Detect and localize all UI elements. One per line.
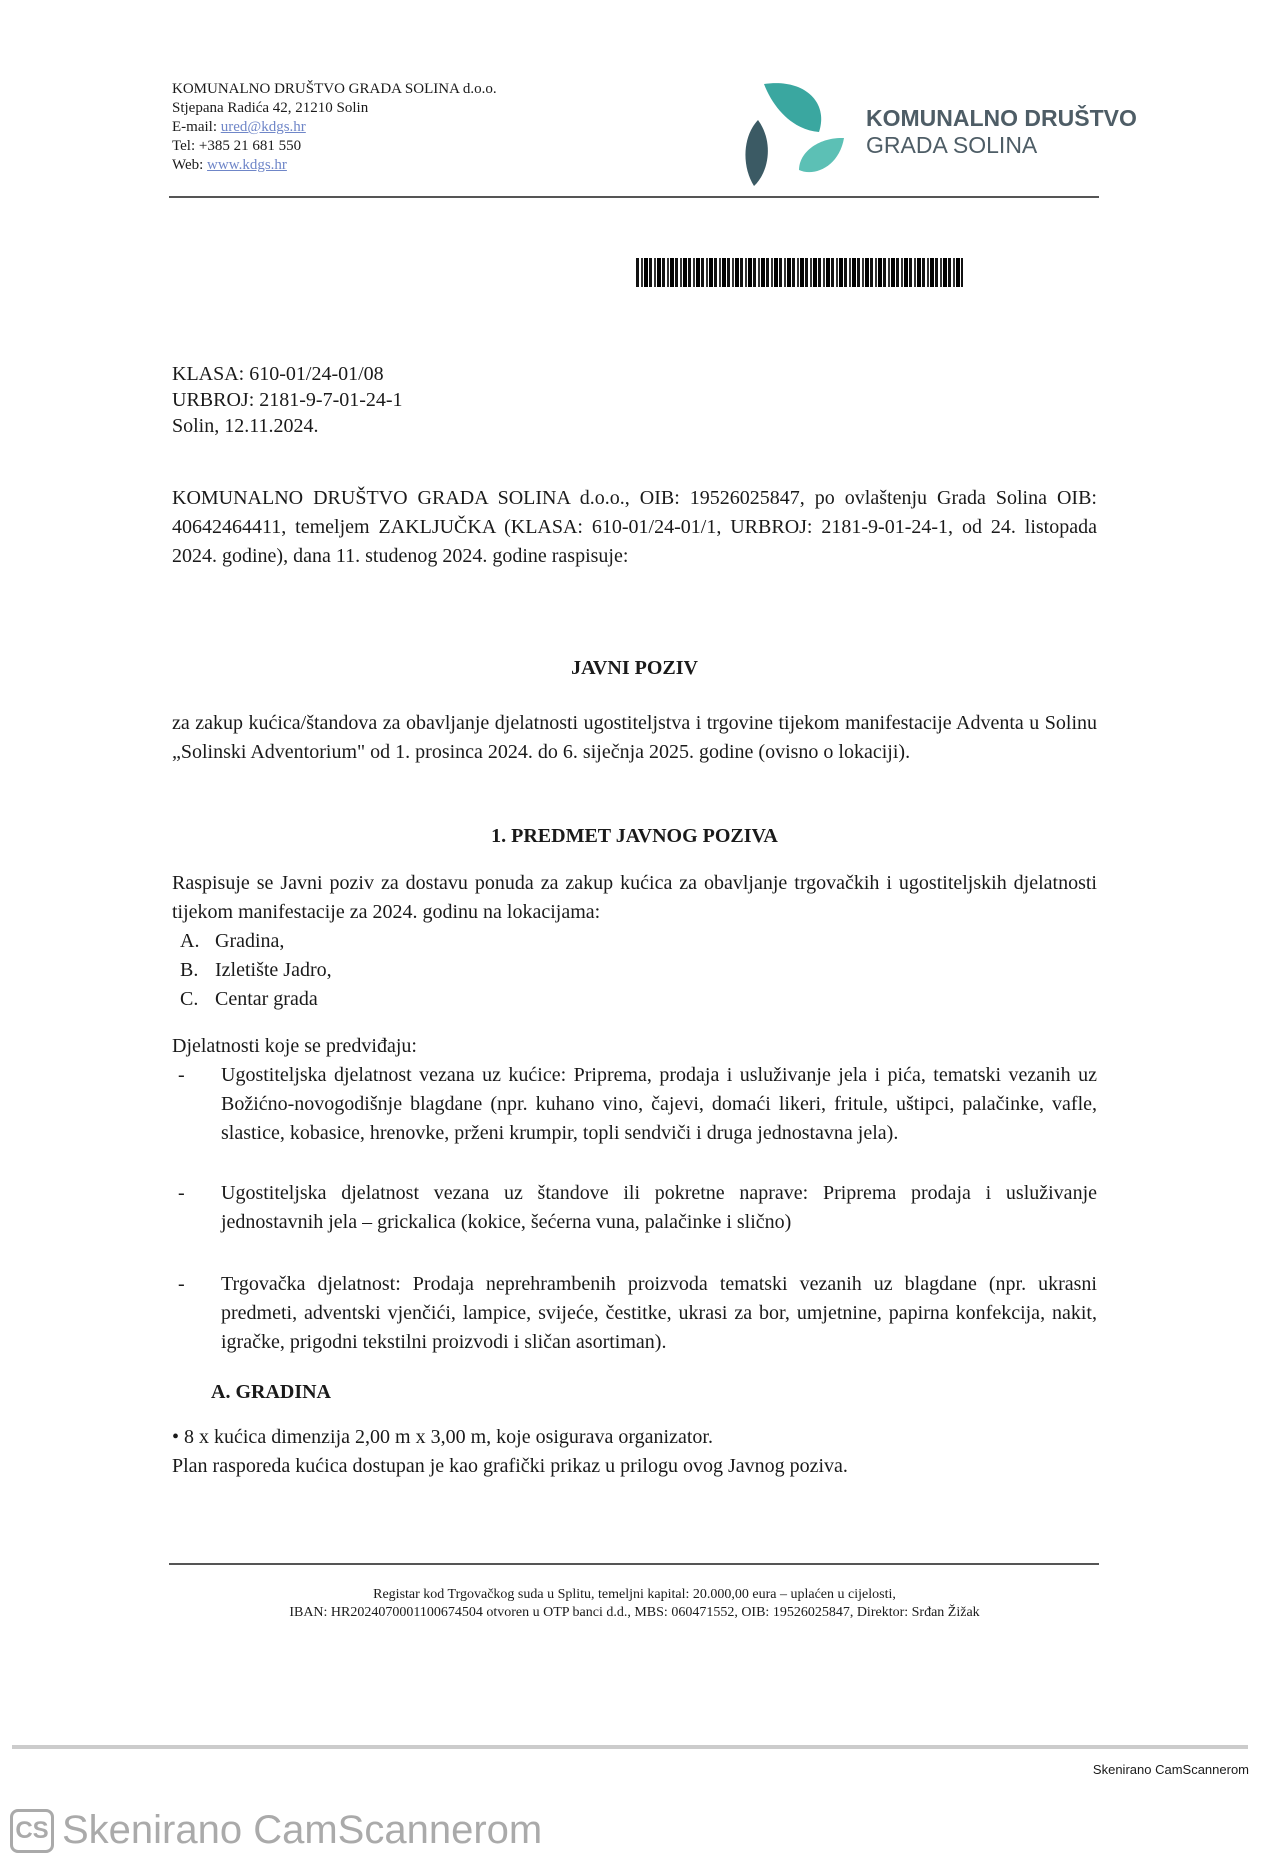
email-link[interactable]: ured@kdgs.hr bbox=[220, 119, 306, 135]
footer-divider bbox=[169, 1563, 1099, 1565]
activity-text: Ugostiteljska djelatnost vezana uz kućice: Priprema, prodaja i usluživanje jela i pića, tematski vezanih uz Božićno-novogodišnje blagdane (npr. kuhano vino, čajevi, domaći likeri, fritule, uštipci, palačinke, vafle, slastice, kobasice, hrenovke, prženi krumpir, topli sendviči i druga jednostavna jela). bbox=[221, 1064, 1097, 1144]
location-item: Centar grada bbox=[215, 988, 318, 1010]
urbroj: URBROJ: 2181-9-7-01-24-1 bbox=[172, 389, 403, 411]
section-1-text: Raspisuje se Javni poziv za dostavu ponuda za zakup kućica za obavljanje trgovačkih i ugostiteljskih djelatnosti tijekom manifestacije za 2024. godinu na lokacijama: bbox=[172, 872, 1097, 923]
intro-paragraph: KOMUNALNO DRUŠTVO GRADA SOLINA d.o.o., OIB: 19526025847, po ovlaštenju Grada Solina OIB: 40642464411, temeljem ZAKLJUČKA (KLASA: 610-01/24-01/1, URBROJ: 2181-9-01-24-1, od 24. listopada 2024. godine), dana 11. studenog 2024. godine raspisuje: bbox=[172, 487, 1097, 567]
activities-label: Djelatnosti koje se predviđaju: bbox=[172, 1035, 417, 1057]
section-1-heading: 1. PREDMET JAVNOG POZIVA bbox=[491, 825, 778, 847]
document-meta bbox=[172, 361, 1097, 439]
barcode bbox=[636, 258, 963, 287]
gradina-bullet: • 8 x kućica dimenzija 2,00 m x 3,00 m, koje osigurava organizator. bbox=[172, 1426, 713, 1448]
page-edge bbox=[12, 1745, 1248, 1749]
web-link[interactable]: www.kdgs.hr bbox=[207, 157, 287, 173]
location-item: Gradina, bbox=[215, 930, 285, 952]
subtitle-paragraph: za zakup kućica/štandova za obavljanje djelatnosti ugostiteljstva i trgovine tijekom manifestacije Adventa u Solinu „Solinski Adventorium" od 1. prosinca 2024. do 6. siječnja 2025. godine (ovisno o lokaciji). bbox=[172, 712, 1097, 763]
location-marker: B. bbox=[180, 959, 199, 981]
footer-line-2: IBAN: HR2024070001100674504 otvoren u OTP banci d.d., MBS: 060471552, OIB: 19526025847, Direktor: Srđan Žižak bbox=[289, 1605, 980, 1620]
gradina-plan: Plan rasporeda kućica dostupan je kao grafički prikaz u prilogu ovog Javnog poziva. bbox=[172, 1455, 848, 1477]
company-name: KOMUNALNO DRUŠTVO GRADA SOLINA d.o.o. bbox=[172, 81, 497, 97]
activity-text: Ugostiteljska djelatnost vezana uz štandove ili pokretne naprave: Priprema prodaja i usluživanje jednostavnih jela – grickalica (kokice, šećerna vuna, palačinke i slično) bbox=[221, 1182, 1097, 1233]
document-title: JAVNI POZIV bbox=[571, 657, 698, 679]
activity-item: - Trgovačka djelatnost: Prodaja neprehrambenih proizvoda tematski vezanih uz blagdane (npr. ukrasni predmeti, adventski vjenčići, lampice, svijeće, čestitke, ukrasi za bor, umjetnine, papirna konfekcija, nakit, igračke, prigodni tekstilni proizvodi i sličan asortiman). bbox=[172, 1270, 1097, 1357]
logo-line-2: GRADA SOLINA bbox=[866, 132, 1038, 158]
location-marker: C. bbox=[180, 988, 199, 1010]
footer-line-1: Registar kod Trgovačkog suda u Splitu, temeljni kapital: 20.000,00 eura – uplaćen u cijelosti, bbox=[373, 1587, 896, 1602]
location-marker: A. bbox=[180, 930, 200, 952]
email-label: E-mail: bbox=[172, 119, 221, 135]
logo-line-1: KOMUNALNO DRUŠTVO bbox=[866, 105, 1137, 131]
activity-item: - Ugostiteljska djelatnost vezana uz kućice: Priprema, prodaja i usluživanje jela i pića, tematski vezanih uz Božićno-novogodišnje blagdane (npr. kuhano vino, čajevi, domaći likeri, fritule, uštipci, palačinke, vafle, slastice, kobasice, hrenovke, prženi krumpir, topli sendviči i druga jednostavna jela). bbox=[172, 1061, 1097, 1148]
camscanner-logo-icon: CS bbox=[10, 1809, 54, 1853]
logo-text bbox=[866, 105, 1137, 159]
web-label: Web: bbox=[172, 157, 208, 173]
activity-item: - Ugostiteljska djelatnost vezana uz štandove ili pokretne naprave: Priprema prodaja i usluživanje jednostavnih jela – grickalica (kokice, šećerna vuna, palačinke i slično) bbox=[172, 1179, 1097, 1237]
company-address: Stjepana Radića 42, 21210 Solin bbox=[172, 100, 369, 116]
place-date: Solin, 12.11.2024. bbox=[172, 415, 319, 437]
logo-leaves-icon bbox=[744, 82, 854, 186]
header-divider bbox=[169, 196, 1099, 198]
scanner-note: Skenirano CamScannerom bbox=[1092, 1762, 1249, 1777]
klasa: KLASA: 610-01/24-01/08 bbox=[172, 363, 384, 385]
phone: Tel: +385 21 681 550 bbox=[172, 138, 302, 154]
letterhead-address bbox=[172, 80, 497, 175]
scanner-watermark bbox=[10, 1808, 542, 1853]
locations-list bbox=[172, 927, 1097, 1014]
activity-text: Trgovačka djelatnost: Prodaja neprehrambenih proizvoda tematski vezanih uz blagdane (npr. ukrasni predmeti, adventski vjenčići, lampice, svijeće, čestitke, ukrasi za bor, umjetnine, papirna konfekcija, nakit, igračke, prigodni tekstilni proizvodi i sličan asortiman). bbox=[221, 1273, 1097, 1353]
section-1-body bbox=[172, 869, 1097, 1481]
gradina-heading: A. GRADINA bbox=[211, 1381, 331, 1403]
location-item: Izletište Jadro, bbox=[215, 959, 332, 981]
watermark-text: Skenirano CamScannerom bbox=[62, 1808, 543, 1852]
footer bbox=[172, 1586, 1097, 1622]
